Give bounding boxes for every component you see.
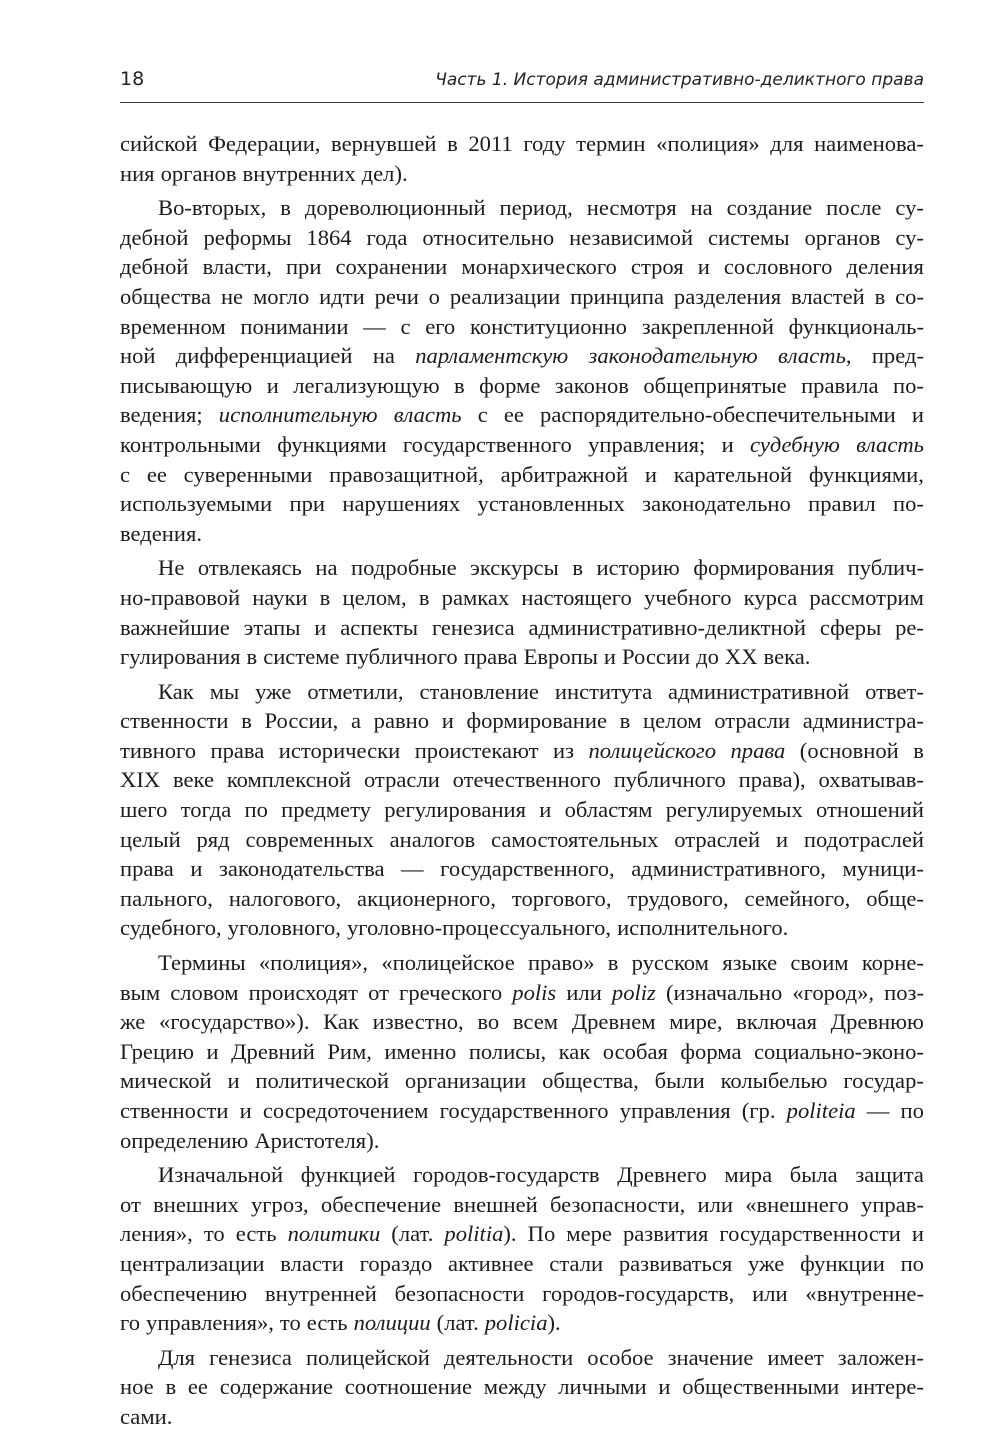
text-line: Изначальной функцией городов-государств Древнего мира была защита (158, 1162, 924, 1188)
paragraph (120, 553, 924, 671)
text-line: права и законодательства — государственного, административного, муници- (120, 856, 924, 882)
text-line: Не отвлекаясь на подробные экскурсы в историю формирования публич- (158, 555, 924, 581)
text-line: дебной власти, при сохранении монархического строя и сословного деления (120, 254, 924, 280)
page-header (120, 68, 924, 103)
text-line: писывающую и легализующую в форме законов общепринятые правила по- (120, 372, 924, 398)
paragraph (120, 948, 924, 1155)
text-line: Для генезиса полицейской деятельности особое значение имеет заложен- (158, 1344, 924, 1370)
text-line: вым словом происходят от греческого polis или poliz (изначально «город», поз- (120, 979, 924, 1005)
text-line: с ее суверенными правозащитной, арбитражной и карательной функциями, (120, 461, 924, 487)
text-line: от внешних угроз, обеспечение внешней безопасности, или «внешнего управ- (120, 1191, 924, 1217)
text-line: Термины «полиция», «полицейское право» в русском языке своим корне- (158, 950, 924, 976)
text-line: го управления», то есть полиции (лат. policia). (120, 1310, 561, 1336)
text-line: Грецию и Древний Рим, именно полисы, как особая форма социально-эконо- (120, 1038, 924, 1064)
text-line: контрольными функциями государственного управления; и судебную власть (120, 431, 924, 457)
text-line: Как мы уже отметили, становление института административной ответ- (158, 678, 924, 704)
text-line: мической и политической организации общества, были колыбелью государ- (120, 1068, 924, 1094)
text-line: ное в ее содержание соотношение между личными и общественными интере- (120, 1374, 924, 1400)
text-line: ления», то есть политики (лат. politia). По мере развития государственности и (120, 1221, 924, 1247)
text-line: пального, налогового, акционерного, торгового, трудового, семейного, обще- (120, 885, 924, 911)
text-line: ственности и сосредоточением государственного управления (гр. politeia — по (120, 1098, 924, 1123)
text-line: тивного права исторически проистекают из полицейского права (основной в (120, 737, 924, 763)
running-title: Часть 1. История административно-деликтного права (435, 70, 924, 90)
text-line: шего тогда по предмету регулирования и областям регулируемых отношений (120, 797, 924, 823)
text-line: XIX веке комплексной отрасли отечественного публичного права), охватывав- (120, 767, 924, 793)
text-line: централизации власти гораздо активнее стали развиваться уже функции по (120, 1250, 924, 1276)
body-text (120, 129, 924, 1432)
text-line: сийской Федерации, вернувшей в 2011 году термин «полиция» для наименова- (120, 131, 924, 156)
text-line: дебной реформы 1864 года относительно независимой системы органов су- (120, 224, 924, 250)
text-line: общества не могло идти речи о реализации принципа разделения властей в со- (120, 283, 924, 309)
text-line: гулирования в системе публичного права Европы и России до XX века. (120, 644, 811, 670)
text-line: используемыми при нарушениях установленных законодательно правил по- (120, 491, 924, 517)
text-line: важнейшие этапы и аспекты генезиса административно-деликтной сферы ре- (120, 614, 924, 640)
text-line: но-правовой науки в целом, в рамках настоящего учебного курса рассмотрим (120, 584, 924, 610)
text-line: ния органов внутренних дел). (120, 160, 408, 186)
text-line: целый ряд современных аналогов самостоятельных отраслей и подотраслей (120, 826, 924, 852)
paragraph (120, 129, 924, 188)
text-line: обеспечению внутренней безопасности городов-государств, или «внутренне- (120, 1280, 924, 1306)
text-line: ной дифференциацией на парламентскую законодательную власть, пред- (120, 343, 924, 369)
text-line: же «государство»). Как известно, во всем Древнем мире, включая Древнюю (120, 1009, 924, 1035)
text-line: судебного, уголовного, уголовно-процессуального, исполнительного. (120, 915, 789, 941)
text-line: ственности в России, а равно и формирование в целом отрасли администра- (120, 708, 924, 734)
text-line: ведения; исполнительную власть с ее распорядительно-обеспечительными и (120, 402, 924, 428)
paragraph (120, 677, 924, 943)
text-line: ведения. (120, 520, 203, 546)
text-line: сами. (120, 1403, 173, 1429)
paragraph (120, 193, 924, 548)
text-line: определению Аристотеля). (120, 1127, 380, 1153)
paragraph (120, 1160, 924, 1338)
paragraph (120, 1343, 924, 1432)
text-line: Во-вторых, в дореволюционный период, несмотря на создание после су- (158, 195, 924, 221)
page-number: 18 (120, 68, 145, 90)
text-line: временном понимании — с его конституционно закрепленной функциональ- (120, 313, 924, 339)
